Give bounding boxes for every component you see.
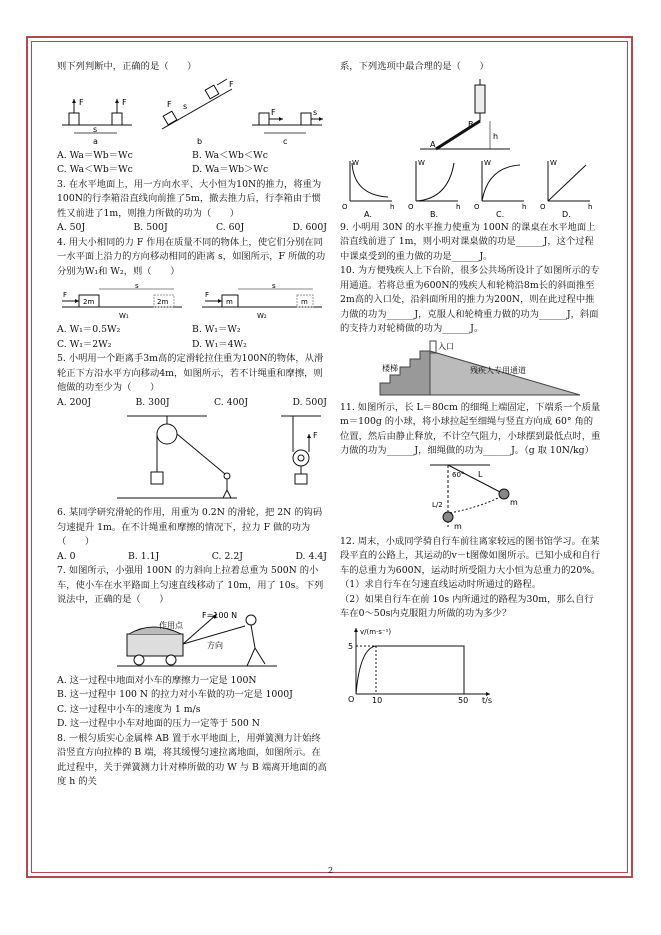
option-b[interactable]: B. 1.1J [128,550,160,562]
question-10-figure [340,339,602,399]
question-8-figure [340,77,602,155]
figure-label: F [229,79,234,89]
question-12-vt-graph [340,624,602,704]
axis-label: h [456,202,461,211]
figure-label: F [205,291,210,299]
question-6-options [57,550,327,565]
cart-icon [127,634,183,656]
option-b[interactable]: B. [430,209,439,219]
option-c[interactable]: C. 60J [215,222,245,233]
option-b[interactable]: B. W₁＝W₂ [192,324,241,335]
right-column [340,60,602,706]
question-4-options-1 [57,323,327,338]
option-a[interactable]: A. W₁＝0.5W₂ [57,324,121,335]
axis-label: h [390,202,395,211]
figure-label: 2m [83,298,95,306]
figure-label: 方向 [207,640,223,650]
option-d[interactable]: D. 这一过程中小车对地面的压力一定等于 500 N [57,718,260,729]
axis-label: 50 [458,695,469,704]
graph-d [540,159,592,219]
figure-label: 楼梯 [382,363,398,373]
graph-b [408,159,460,219]
axis-label: 5 [348,641,354,651]
question-10: 10. 为方便残疾人上下台阶，很多公共场所设计了如图所示的专用通道。若将总重为600N的残疾人和轮椅沿8m长的斜面推至2m高的入口处，沿斜面所用的推力为200N，则在此过程中推力做的功为______J，克服人和轮椅重力做的功为______J，斜面的支持力对轮椅做的功为______J。 [340,265,600,334]
option-a[interactable]: A. 0 [57,550,76,562]
axis-label: O [348,694,355,704]
option-c[interactable]: C. [496,209,505,219]
figure-label: c [283,136,288,146]
figure-label: F [313,431,318,440]
figure-label: m [226,298,233,306]
figure-label: s [183,101,188,111]
axis-label: 10 [372,695,383,704]
question-8-graphs [340,157,602,219]
graph-c [474,159,526,219]
figure-label: F [122,97,127,107]
question-8-continued: 系，下列选项中最合理的是（ ） [340,61,489,72]
option-d[interactable]: D. W₁＝4W₂ [192,338,247,350]
figure-label: B [468,119,474,129]
figure-label: A [430,139,436,149]
figure-label: m [510,497,518,507]
question-12-part-1: （1）求自行车在匀速直线运动时所通过的路程。 [340,579,542,590]
option-d[interactable]: D. 500J [292,396,327,408]
question-11-figure [340,461,602,533]
question-8: 8. 一根匀质实心金属棒 AB 置于水平地面上，用弹簧测力计始终沿竖直方向拉棒的 B 端，将其缓慢匀速拉离地面，如图所示。在此过程中，关于弹簧测力计对棒所做的功 W 与 B 端离开地面的高度 h 的关 [57,732,327,787]
figure-label: s [272,282,276,290]
person-icon [224,473,230,479]
graph-a [342,159,394,219]
question-2-options-1 [57,149,327,164]
person-icon [246,615,256,625]
question-3: 3. 在水平地面上，用一方向水平、大小恒为10N的推力，将重为100N的行李箱沿直线向前推了5m，撤去推力后，行李箱由于惯性又前进了1m，则推力所做的功为（ ） [57,178,322,219]
option-d[interactable]: D. 4.4J [295,550,327,562]
axis-label: h [522,202,527,211]
axis-label: v/(m·s⁻¹) [360,627,392,636]
axis-label: O [342,202,348,211]
figure-label: F=100 N [202,610,238,620]
axis-label: W [484,158,491,167]
axis-label: O [540,202,546,211]
option-c[interactable]: C. 400J [213,396,249,408]
stairs-icon [380,351,430,395]
figure-label: 作用点 [159,620,183,630]
question-2-figure [57,77,327,147]
question-7-figure [57,610,327,672]
figure-label: 入口 [438,341,454,351]
option-b[interactable]: B. 300J [135,396,170,408]
question-7: 7. 如图所示，小强用 100N 的力斜向上拉着总重为 500N 的小车，使小车在水平路面上匀速直线移动了 10m，用了 10s。下列说法中，正确的是（ ） [57,565,324,605]
axis-label: O [474,202,480,211]
figure-label: F [271,107,276,117]
option-d[interactable]: D. Wa＝Wb＞Wc [192,164,269,175]
figure-label: a [93,136,98,146]
figure-label: s [313,107,318,117]
axis-label: W [352,158,359,167]
figure-label: m [301,298,308,306]
axis-label: h [588,202,593,211]
figure-label: W₁ [119,312,129,320]
option-a[interactable]: A. [364,209,372,219]
figure-label: 60° [452,470,465,479]
question-12: 12. 周末，小成同学骑自行车前往离家较远的图书馆学习。在某段平直的公路上，其运动的v－t图像如图所示。已知小成和自行车的总重力为600N，运动时所受阻力大小恒为总重力的20%。 [340,535,601,576]
figure-label: 2m [157,298,169,306]
movable-pulley-icon [293,450,309,466]
figure-label: L [478,469,483,479]
left-column [57,60,327,790]
option-a[interactable]: A. 200J [57,396,92,408]
pulley-icon [157,424,177,444]
figure-label: 残疾人专用通道 [470,365,526,375]
question-5-options [57,396,327,411]
page-number: 2 [327,866,334,875]
option-c[interactable]: C. Wa＜Wb＝Wc [57,164,133,175]
figure-label: h [493,131,499,141]
figure-label: W₂ [257,312,267,320]
option-c[interactable]: C. 2.2J [211,550,243,562]
figure-label: F [63,291,68,299]
question-5: 5. 小明用一个距离手3m高的定滑轮拉住重为100N的物体，从滑轮正下方沿水平方向移动4m，如图所示，若不计绳重和摩擦，则他做的功至少为（ ） [57,353,324,393]
axis-label: W [418,158,425,167]
figure-label: b [197,136,203,146]
option-c[interactable]: C. 这一过程中小车的速度为 1 m/s [57,703,201,715]
question-3-options [57,221,327,236]
axis-label: O [408,202,414,211]
figure-label: s [93,124,98,134]
option-a[interactable]: A. 这一过程中地面对小车的摩擦力一定是 100N [57,674,257,686]
question-12-part-2: （2）如果自行车在前 10s 内所通过的路程为30m，那么自行车在0～50s内克服阻力所做的功为多少？ [340,593,594,619]
figure-label: F [79,97,84,107]
axis-label: W [550,158,557,167]
ball-icon [499,489,509,499]
question-4: 4. 用大小相同的力 F 作用在质量不同的物体上，使它们分别在同一水平面上沿力的方向移动相同的距离 s，如图所示，F 所做的功分别为W₁和 W₂，则（ ） [57,236,326,277]
axis-label: t/s [482,695,492,704]
ball-icon [443,512,453,522]
question-2-stem: 则下列判断中，正确的是（ ） [57,61,197,72]
spring-scale-icon [475,85,485,113]
question-9: 9. 小明用 30N 的水平推力使重为 100N 的课桌在水平地面上沿直线前进了 1m，则小明对课桌做的功是______J，这个过程中课桌受到的重力做的功是______J。 [340,221,596,262]
option-d[interactable]: D. [562,209,571,219]
figure-label: s [135,282,139,290]
question-6: 6. 某同学研究滑轮的作用，用重为 0.2N 的滑轮，把 2N 的钩码匀速提升 1m。在不计绳重和摩擦的情况下，拉力 F 做的功为（ ） [57,507,323,547]
figure-label: F [167,99,172,109]
question-5-6-figure [57,412,327,504]
question-4-figure [57,281,327,321]
option-b[interactable]: B. 这一过程中 100 N 的拉力对小车做的功一定是 1000J [57,689,293,700]
option-a[interactable]: A. 50J [57,222,86,233]
question-11: 11. 如图所示，长 L＝80cm 的细绳上端固定，下端系一个质量 m＝100g 的小球，将小球拉起至细绳与竖直方向成 60° 角的位置，然后由静止释放，不计空气阻力，小球摆到最低点时，重力做的功为______J，细绳做的功为______J。（g 取 10N/kg） [340,401,601,456]
figure-label: L/2 [432,500,443,509]
option-d[interactable]: D. 600J [292,222,327,233]
option-c[interactable]: C. W₁＝2W₂ [57,338,112,350]
question-2-options-2 [57,163,327,178]
option-b[interactable]: B. 500J [133,222,168,233]
question-4-options-2 [57,338,327,353]
option-a[interactable]: A. Wa＝Wb＝Wc [57,149,133,161]
figure-label: m [454,521,462,531]
option-b[interactable]: B. Wa＜Wb＜Wc [192,149,268,161]
